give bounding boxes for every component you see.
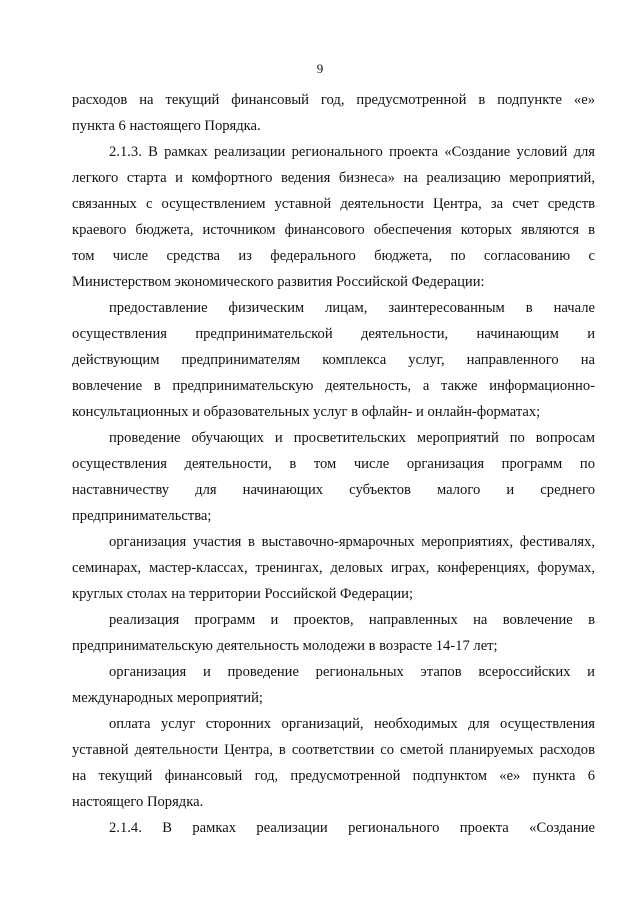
- text-line: реализация программ и проектов, направленных на вовлечение в: [109, 612, 595, 628]
- text-line: том числе средства из федерального бюджета, по согласованию с: [72, 248, 595, 264]
- text-line: пункта 6 настоящего Порядка.: [72, 118, 261, 134]
- text-line: на текущий финансовый год, предусмотренной подпунктом «е» пункта 6: [72, 768, 595, 784]
- page-number: 9: [316, 61, 324, 76]
- text-line: семинарах, мастер-классах, тренингах, деловых играх, конференциях, форумах,: [72, 560, 595, 576]
- text-line: краевого бюджета, источником финансового обеспечения которых являются в: [72, 222, 595, 238]
- text-line: осуществления предпринимательской деятельности, начинающим и: [72, 326, 595, 342]
- text-line: предпринимательскую деятельность молодежи в возрасте 14-17 лет;: [72, 638, 498, 654]
- text-line: круглых столах на территории Российской Федерации;: [72, 586, 414, 602]
- text-line: осуществления деятельности, в том числе организация программ по: [72, 456, 595, 472]
- text-line: проведение обучающих и просветительских мероприятий по вопросам: [109, 430, 595, 446]
- text-line: расходов на текущий финансовый год, предусмотренной в подпункте «е»: [72, 92, 595, 108]
- text-line: организация и проведение региональных этапов всероссийских и: [109, 664, 595, 680]
- text-line: настоящего Порядка.: [72, 794, 204, 810]
- text-line: уставной деятельности Центра, в соответствии со сметой планируемых расходов: [72, 742, 595, 758]
- text-line: легкого старта и комфортного ведения бизнеса» на реализацию мероприятий,: [72, 170, 595, 186]
- text-line: наставничеству для начинающих субъектов малого и среднего: [72, 482, 595, 498]
- text-line: оплата услуг сторонних организаций, необходимых для осуществления: [109, 716, 595, 732]
- text-line: международных мероприятий;: [72, 690, 263, 706]
- text-line: действующим предпринимателям комплекса услуг, направленного на: [72, 352, 595, 368]
- text-line: организация участия в выставочно-ярмарочных мероприятиях, фестивалях,: [109, 534, 595, 550]
- text-line: вовлечение в предпринимательскую деятельность, а также информационно-: [72, 378, 595, 394]
- text-line: 2.1.4. В рамках реализации регионального проекта «Создание: [109, 820, 595, 836]
- text-line: предпринимательства;: [72, 508, 212, 524]
- text-line: предоставление физическим лицам, заинтересованным в начале: [109, 300, 595, 316]
- text-line: 2.1.3. В рамках реализации регионального проекта «Создание условий для: [109, 144, 595, 160]
- text-line: консультационных и образовательных услуг в офлайн- и онлайн-форматах;: [72, 404, 541, 420]
- text-line: Министерством экономического развития Российской Федерации:: [72, 274, 485, 290]
- text-line: связанных с осуществлением уставной деятельности Центра, за счет средств: [72, 196, 595, 212]
